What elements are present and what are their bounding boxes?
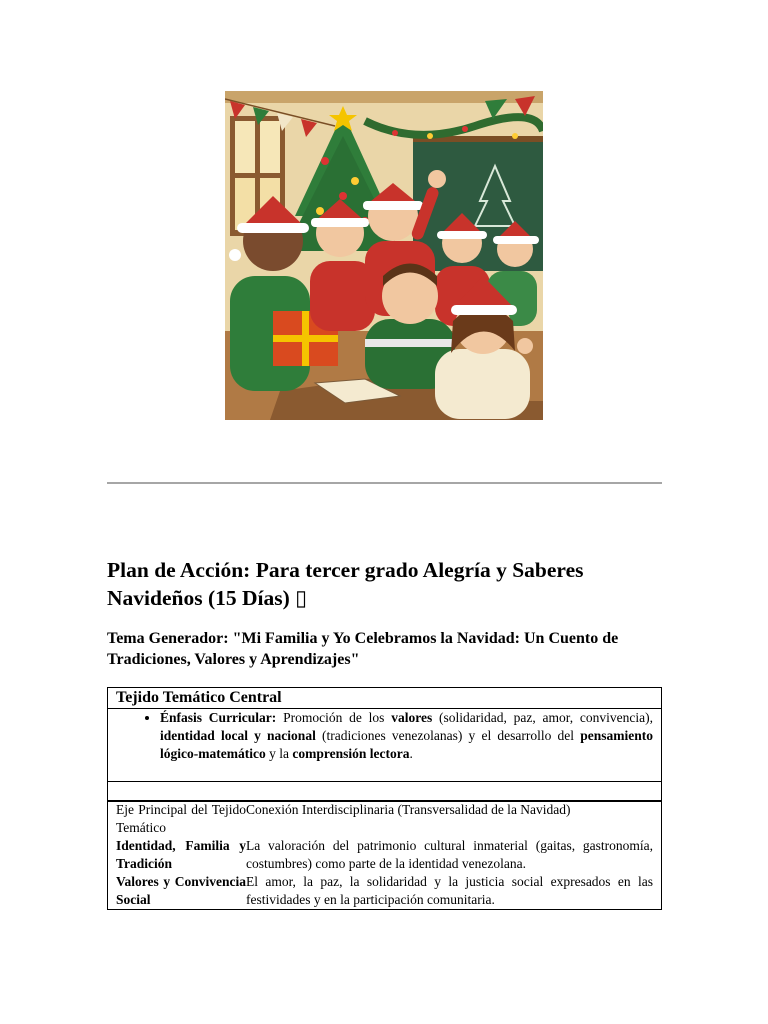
- table-cell: Conexión Interdisciplinaria (Transversalidad de la Navidad): [246, 802, 571, 817]
- bold-run: pensamiento lógico-matemático: [160, 728, 653, 761]
- text-run: Promoción de los: [276, 710, 392, 725]
- bold-run: comprensión lectora: [292, 746, 410, 761]
- empty-row: [108, 782, 662, 802]
- central-theme-table: [107, 687, 662, 802]
- table-cell: El amor, la paz, la solidaridad y la justicia social expresados en las festividades y en la participación comunitaria.: [246, 874, 653, 907]
- list-item: [160, 709, 653, 763]
- table-header: Tejido Temático Central: [108, 688, 662, 709]
- table-row: [108, 801, 662, 838]
- table-cell: [108, 709, 662, 782]
- text-run: (solidaridad, paz, amor, convivencia),: [432, 710, 653, 725]
- christmas-classroom-illustration: [225, 91, 543, 420]
- table-row: [108, 837, 662, 873]
- bold-run: valores: [391, 710, 433, 725]
- text-run: .: [409, 746, 413, 761]
- table-row: [108, 873, 662, 910]
- text-run: y la: [265, 746, 293, 761]
- interdisciplinary-table: [107, 800, 662, 910]
- document-title: Plan de Acción: Para tercer grado Alegría y Saberes Navideños (15 Días) ▯: [107, 558, 584, 610]
- row-label: Identidad, Familia y Tradición: [116, 838, 246, 871]
- horizontal-rule: [107, 482, 662, 484]
- table-cell: La valoración del patrimonio cultural inmaterial (gaitas, gastronomía, costumbres) como parte de la identidad venezolana.: [246, 838, 653, 871]
- text-run: (tradiciones venezolanas) y el desarrollo del: [315, 728, 581, 743]
- bullet-list: [116, 709, 653, 763]
- emphasis-label: Énfasis Curricular:: [160, 710, 277, 725]
- row-label: Valores y Convivencia Social: [116, 874, 246, 907]
- table-cell: Eje Principal del Tejido Temático: [116, 802, 246, 835]
- bold-run: identidad local y nacional: [160, 728, 316, 743]
- generator-theme: Tema Generador: "Mi Familia y Yo Celebramos la Navidad: Un Cuento de Tradiciones, Valores y Aprendizajes": [107, 630, 619, 668]
